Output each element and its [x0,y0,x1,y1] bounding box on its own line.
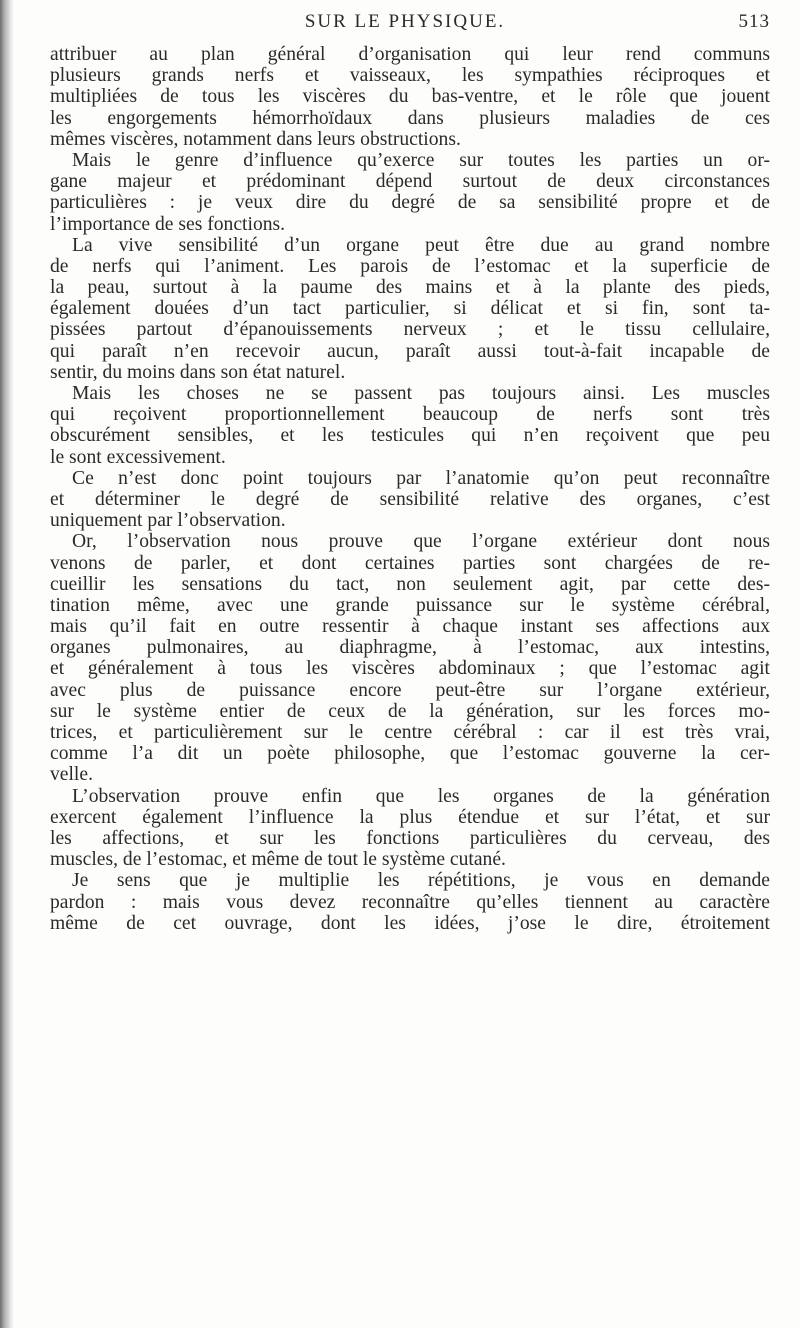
text-line: uniquement par l’observation. [50,510,286,532]
text-line: sur le système entier de ceux de la génération, sur les forces mo- [50,700,770,722]
text-line: les engorgements hémorrhoïdaux dans plusieurs maladies de ces [50,107,770,129]
text-line: également douées d’un tact particulier, si délicat et si fin, sont ta- [50,298,770,320]
text-line: gane majeur et prédominant dépend surtout de deux circonstances [50,171,770,193]
body-text [50,44,770,934]
text-line: même de cet ouvrage, dont les idées, j’ose le dire, étroitement [50,912,770,934]
text-line: velle. [50,764,93,786]
text-line: La vive sensibilité d’un organe peut être due au grand nombre [72,234,770,256]
text-line: tination même, avec une grande puissance sur le système cérébral, [50,594,770,616]
text-line: comme l’a dit un poète philosophe, que l’estomac gouverne la cer- [50,743,770,765]
text-line: cueillir les sensations du tact, non seulement agit, par cette des- [50,573,770,595]
text-line: et déterminer le degré de sensibilité relative des organes, c’est [50,488,770,510]
text-line: pissées partout d’épanouissements nerveux ; et le tissu cellulaire, [50,319,770,341]
text-line: le sont excessivement. [50,446,226,468]
text-line: plusieurs grands nerfs et vaisseaux, les sympathies réciproques et [50,65,770,87]
text-line: qui paraît n’en recevoir aucun, paraît aussi tout-à-fait incapable de [50,340,770,362]
text-line: l’importance de ses fonctions. [50,213,286,235]
text-line: particulières : je veux dire du degré de sa sensibilité propre et de [50,192,770,214]
page-number: 513 [738,11,770,32]
binding-gutter-shadow [0,0,14,1328]
text-line: muscles, de l’estomac, et même de tout le système cutané. [50,849,506,871]
text-line: L’observation prouve enfin que les organes de la génération [72,785,770,807]
text-line: de nerfs qui l’animent. Les parois de l’estomac et la superficie de [50,255,770,277]
text-line: Ce n’est donc point toujours par l’anatomie qu’on peut reconnaître [72,467,770,489]
text-line: trices, et particulièrement sur le centre cérébral : car il est très vrai, [50,722,770,743]
running-head [40,8,770,40]
text-line: les affections, et sur les fonctions particulières du cerveau, des [50,827,770,849]
text-line: mais qu’il fait en outre ressentir à chaque instant ses affections aux [50,616,770,638]
text-line: attribuer au plan général d’organisation qui leur rend communs [50,44,770,65]
text-line: multipliées de tous les viscères du bas-ventre, et le rôle que jouent [50,86,770,108]
text-line: mêmes viscères, notamment dans leurs obstructions. [50,128,461,150]
text-line: la peau, surtout à la paume des mains et à la plante des pieds, [50,277,770,299]
text-line: exercent également l’influence la plus étendue et sur l’état, et sur [50,806,770,828]
text-line: Mais le genre d’influence qu’exerce sur toutes les parties un or- [72,149,770,171]
text-line: venons de parler, et dont certaines parties sont chargées de re- [50,552,770,574]
text-line: qui reçoivent proportionnellement beaucoup de nerfs sont très [50,404,770,426]
text-line: pardon : mais vous devez reconnaître qu’elles tiennent au caractère [50,891,770,913]
running-title: SUR LE PHYSIQUE. [304,11,506,32]
text-line: Or, l’observation nous prouve que l’organe extérieur dont nous [72,531,770,553]
text-line: Mais les choses ne se passent pas toujours ainsi. Les muscles [72,383,770,404]
text-line: sentir, du moins dans son état naturel. [50,361,346,383]
text-line: avec plus de puissance encore peut-être sur l’organe extérieur, [50,679,770,701]
text-line: et généralement à tous les viscères abdominaux ; que l’estomac agit [50,658,770,680]
text-line: obscurément sensibles, et les testicules qui n’en reçoivent que peu [50,425,770,447]
text-line: Je sens que je multiplie les répétitions, je vous en demande [72,870,770,892]
text-line: organes pulmonaires, au diaphragme, à l’estomac, aux intestins, [50,637,770,659]
